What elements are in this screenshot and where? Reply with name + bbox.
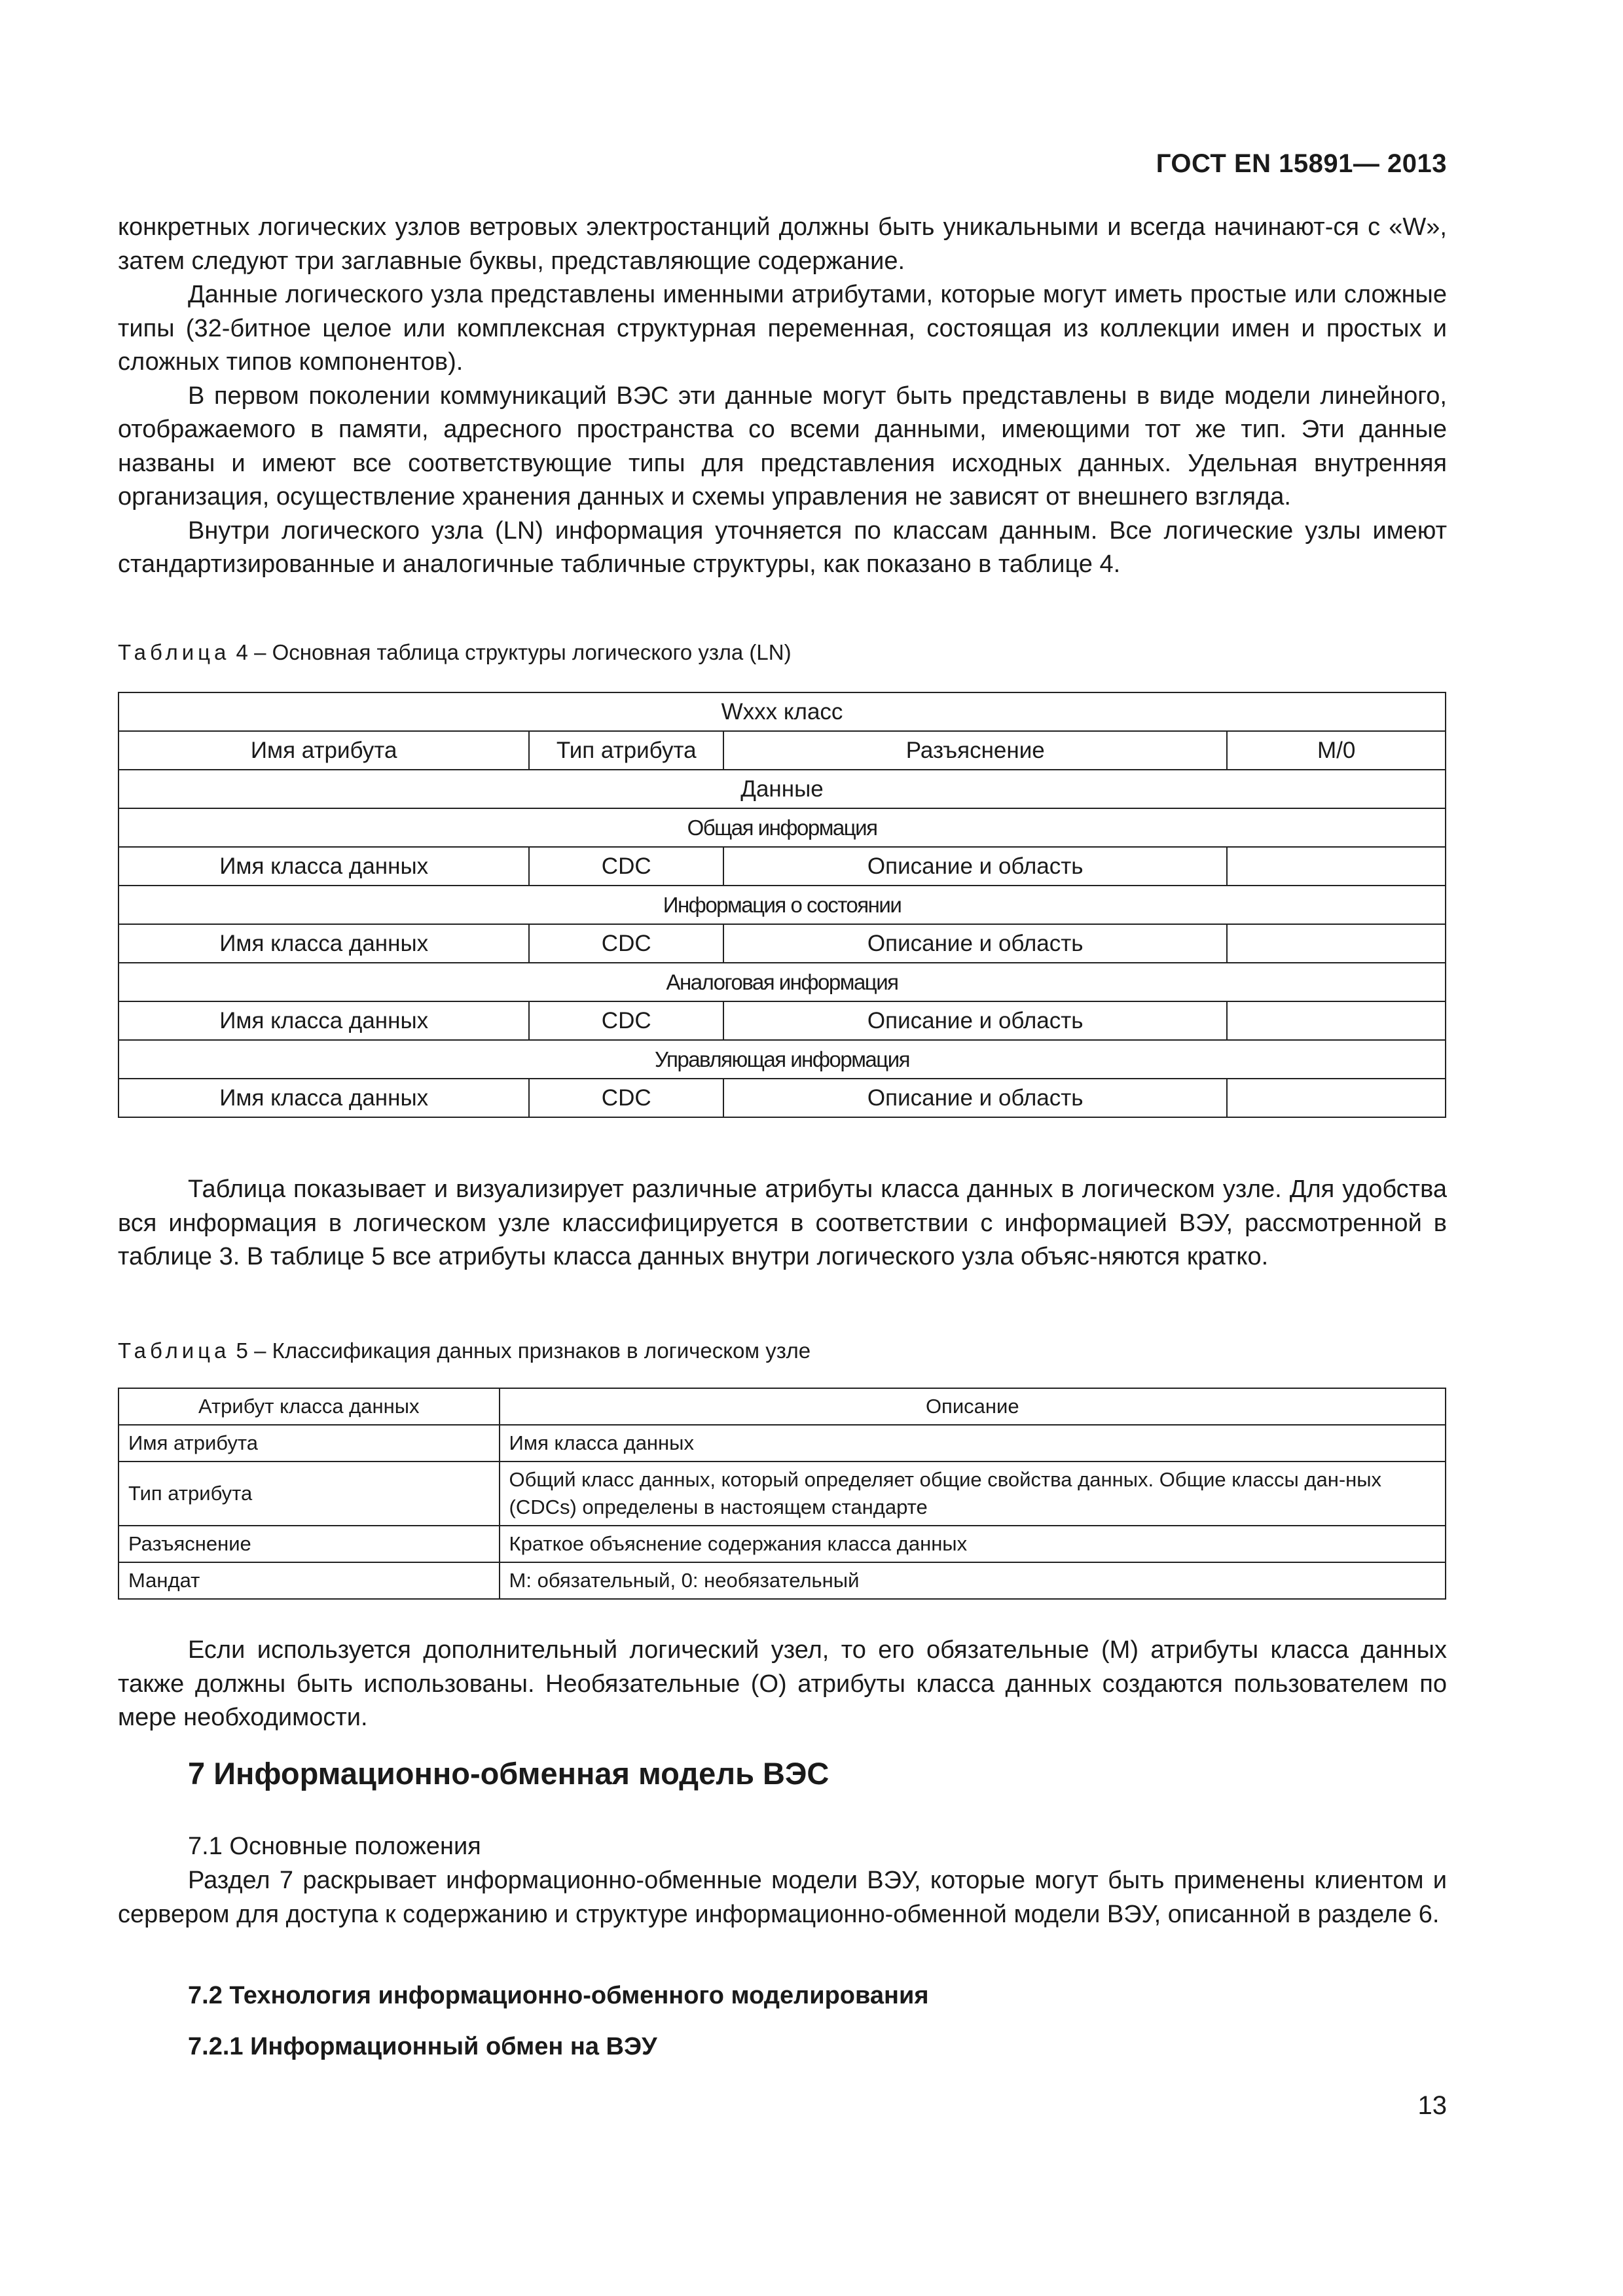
table-cell: Имя класса данных <box>119 1001 529 1040</box>
table-cell: Имя атрибута <box>119 1425 500 1462</box>
table-cell: CDC <box>529 924 723 963</box>
table-cell: Описание и область <box>723 1079 1227 1117</box>
subsection-title: 7.1 Основные положения <box>188 1833 481 1860</box>
table-row <box>119 1079 1446 1117</box>
table-cell: Мандат <box>119 1562 500 1599</box>
middle-text <box>118 1173 1447 1274</box>
paragraph: Раздел 7 раскрывает информационно-обменные модели ВЭУ, которые могут быть применены клиентом и сервером для доступа к содержанию и структуре информационно-обменной модели ВЭУ, описанной в разделе 6. <box>118 1867 1447 1928</box>
table-cell <box>1227 847 1446 886</box>
table-section-row <box>119 1040 1446 1079</box>
document-header: ГОСТ EN 15891— 2013 <box>1156 149 1447 178</box>
subsection-heading: 7.2 Технология информационно-обменного моделирования <box>188 1982 929 2009</box>
table-row <box>119 924 1446 963</box>
caption-text: 4 – Основная таблица структуры логического узла (LN) <box>230 640 792 664</box>
table5-caption <box>118 1336 1447 1365</box>
section-heading: 7 Информационно-обменная модель ВЭС <box>188 1756 830 1791</box>
table-section-title: Аналоговая информация <box>119 963 1446 1001</box>
table-cell <box>1227 924 1446 963</box>
table-cell: Имя класса данных <box>119 847 529 886</box>
table-cell: Описание и область <box>723 924 1227 963</box>
subsection-heading: 7.2.1 Информационный обмен на ВЭУ <box>188 2033 657 2060</box>
table-section-row <box>119 886 1446 924</box>
table-row <box>119 1425 1446 1462</box>
table-row <box>119 692 1446 731</box>
table-row <box>119 770 1446 808</box>
table-section-title: Общая информация <box>119 808 1446 847</box>
table-header-cell: M/0 <box>1227 731 1446 770</box>
table-cell: Разъяснение <box>119 1526 500 1562</box>
table4 <box>118 692 1446 1118</box>
table-cell: Описание и область <box>723 847 1227 886</box>
caption-text: 5 – Классификация данных признаков в логическом узле <box>230 1338 811 1363</box>
table5 <box>118 1388 1446 1600</box>
caption-label: Таблица <box>118 1338 230 1363</box>
section7-text <box>118 1864 1447 1931</box>
after-text <box>118 1634 1447 1735</box>
paragraph: Если используется дополнительный логический узел, то его обязательные (М) атрибуты класса данных также должны быть использованы. Необязательные (О) атрибуты класса данных создаются пользователем по мере необходимости. <box>118 1636 1447 1731</box>
table-cell: Общий класс данных, который определяет общие свойства данных. Общие классы дан-ных (CDCs) определены в настоящем стандарте <box>500 1462 1446 1526</box>
page-number: 13 <box>1417 2091 1447 2120</box>
table-row <box>119 1462 1446 1526</box>
paragraph: Таблица показывает и визуализирует различные атрибуты класса данных в логическом узле. Для удобства вся информация в логическом узле классифицируется в соответствии с информацией ВЭУ, рассмотренной в таблице 3. В таблице 5 все атрибуты класса данных внутри логического узла объяс-няются кратко. <box>118 1175 1447 1270</box>
table-row <box>119 1001 1446 1040</box>
table-cell: CDC <box>529 847 723 886</box>
table-header-cell: Описание <box>500 1388 1446 1425</box>
table-cell: Имя класса данных <box>119 924 529 963</box>
table-section-title: Информация о состоянии <box>119 886 1446 924</box>
table-row <box>119 1562 1446 1599</box>
table-section-row <box>119 808 1446 847</box>
table-cell: CDC <box>529 1001 723 1040</box>
table-cell: Тип атрибута <box>119 1462 500 1526</box>
table-section-title: Управляющая информация <box>119 1040 1446 1079</box>
table-row <box>119 847 1446 886</box>
caption-label: Таблица <box>118 640 230 664</box>
table-cell: Wxxx класс <box>119 692 1446 731</box>
table-cell: М: обязательный, 0: необязательный <box>500 1562 1446 1599</box>
table-cell: Краткое объяснение содержания класса данных <box>500 1526 1446 1562</box>
table-header-row <box>119 731 1446 770</box>
table-header-cell: Имя атрибута <box>119 731 529 770</box>
table-cell <box>1227 1001 1446 1040</box>
table-section-row <box>119 963 1446 1001</box>
table-cell: Данные <box>119 770 1446 808</box>
table-header-cell: Атрибут класса данных <box>119 1388 500 1425</box>
table-cell <box>1227 1079 1446 1117</box>
table-cell: Имя класса данных <box>500 1425 1446 1462</box>
table-cell: CDC <box>529 1079 723 1117</box>
paragraph: Внутри логического узла (LN) информация уточняется по классам данным. Все логические узлы имеют стандартизированные и аналогичные табличные структуры, как показано в таблице 4. <box>118 516 1447 578</box>
table-header-cell: Разъяснение <box>723 731 1227 770</box>
paragraph: Данные логического узла представлены именными атрибутами, которые могут иметь простые или сложные типы (32-битное целое или комплексная структурная переменная, состоящая из коллекции имен и простых и сложных типов компонентов). <box>118 281 1447 376</box>
table4-caption <box>118 638 1447 667</box>
paragraph: В первом поколении коммуникаций ВЭС эти данные могут быть представлены в виде модели линейного, отображаемого в памяти, адресного пространства со всеми данными, имеющими тот же тип. Эти данные названы и имеют все соответствующие типы для представления исходных данных. Удельная внутренняя организация, осуществление хранения данных и схемы управления не зависят от внешнего взгляда. <box>118 382 1447 511</box>
table-cell: Описание и область <box>723 1001 1227 1040</box>
table-header-row <box>119 1388 1446 1425</box>
paragraph: конкретных логических узлов ветровых электростанций должны быть уникальными и всегда начинают-ся с «W», затем следуют три заглавные буквы, представляющие содержание. <box>118 213 1447 275</box>
table-cell: Имя класса данных <box>119 1079 529 1117</box>
table-row <box>119 1526 1446 1562</box>
intro-text <box>118 211 1447 582</box>
table-header-cell: Тип атрибута <box>529 731 723 770</box>
